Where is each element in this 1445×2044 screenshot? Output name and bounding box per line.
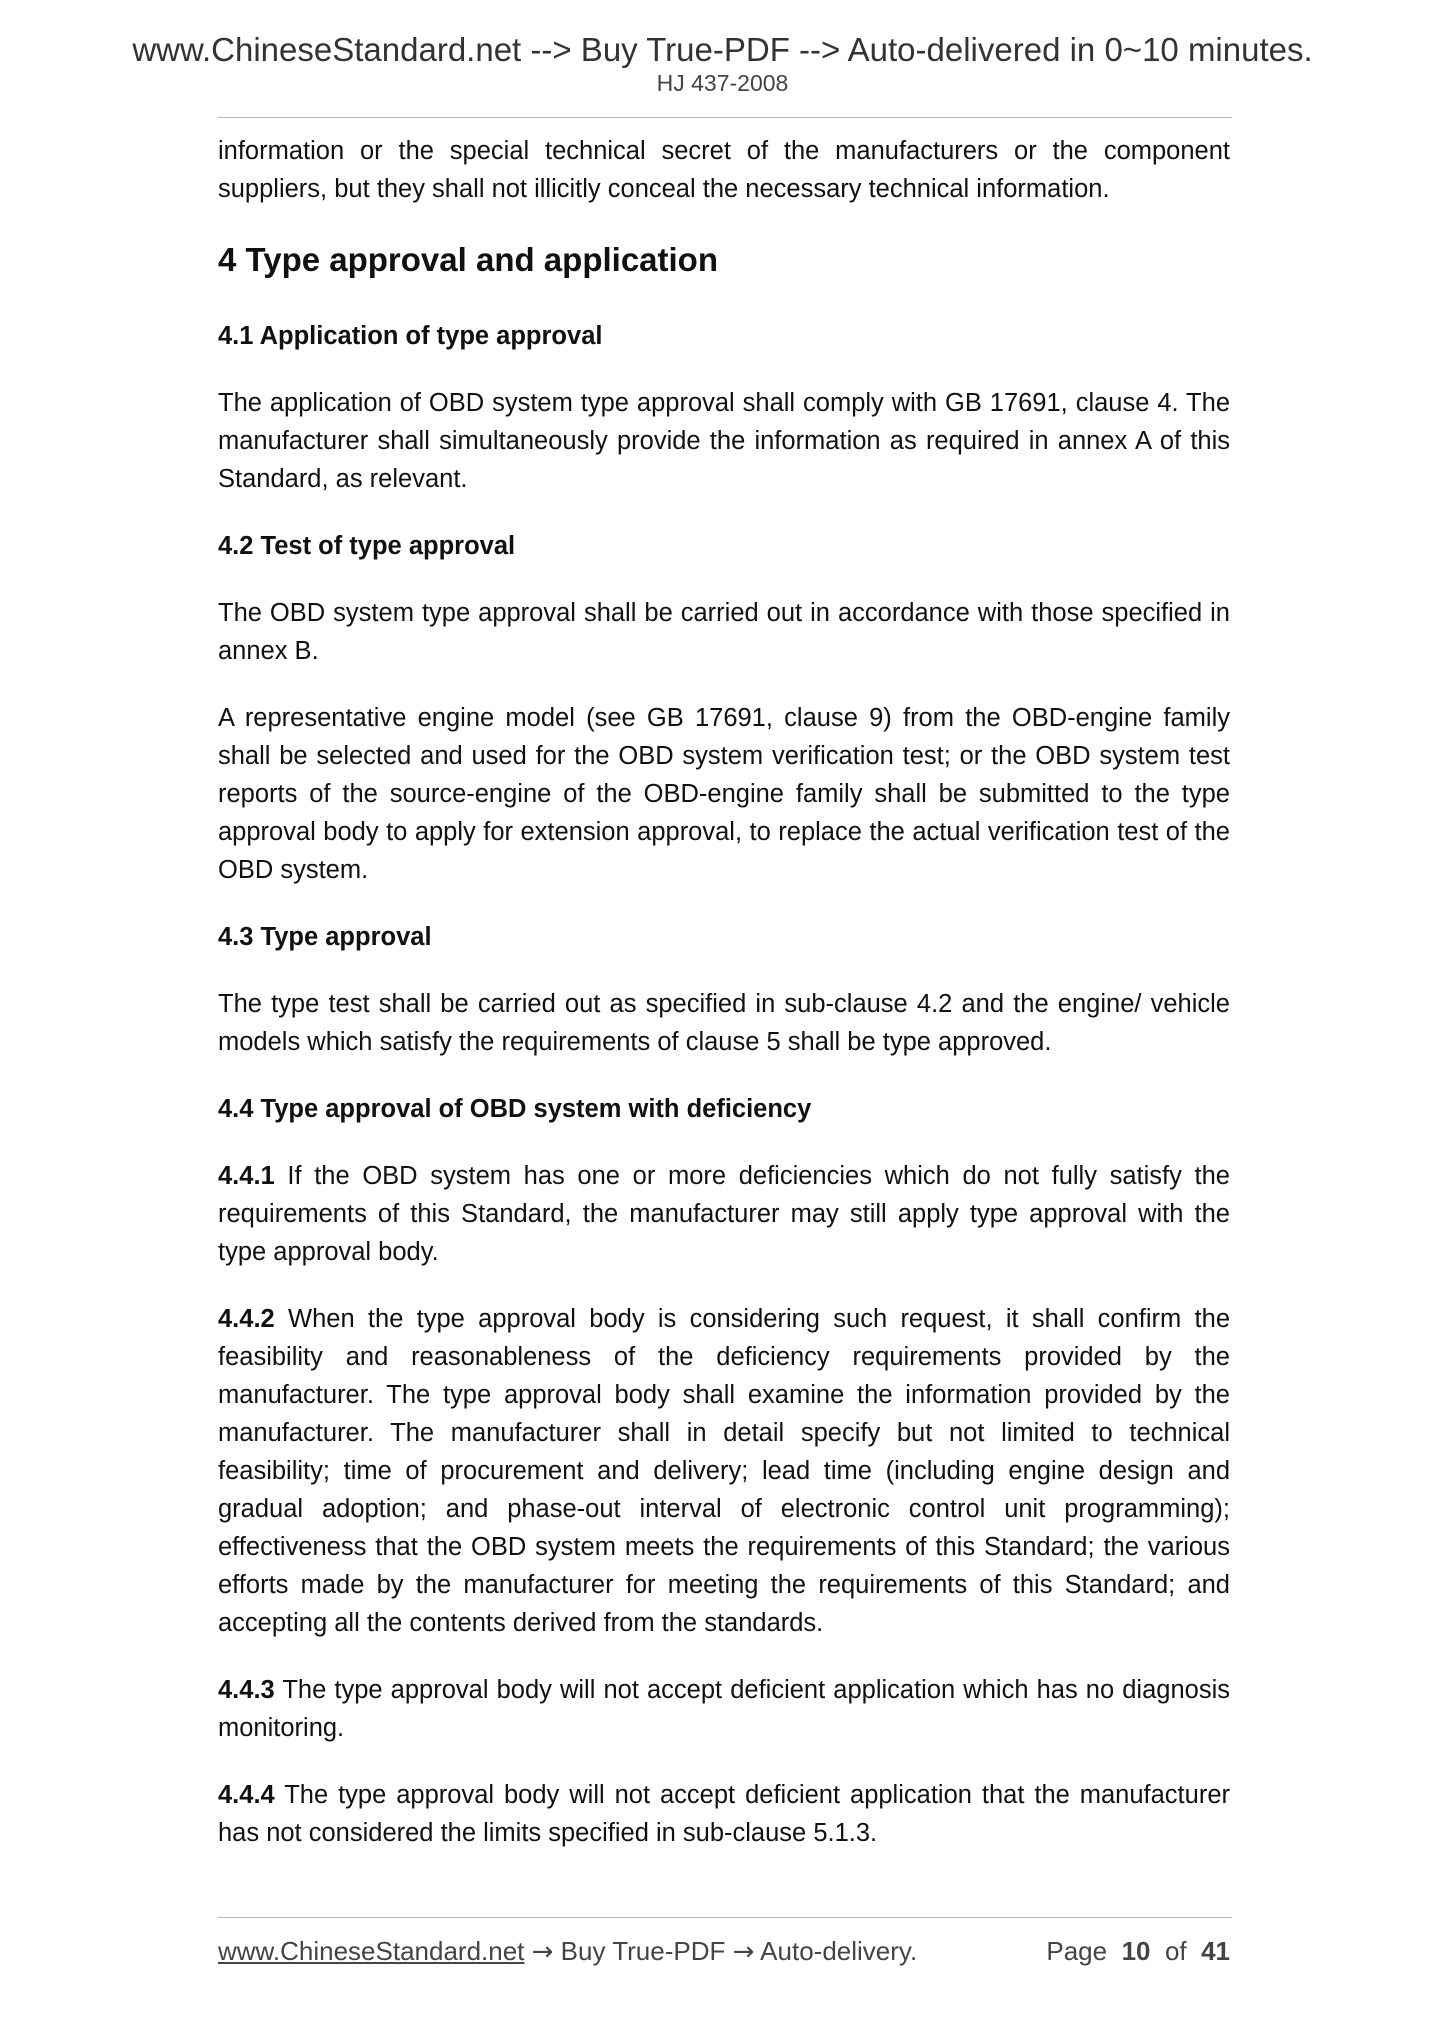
clause-number: 4.4.1 xyxy=(218,1162,275,1190)
delivery-text: Auto-delivery. xyxy=(754,1936,918,1966)
page-indicator xyxy=(1046,1934,1230,1968)
page-footer xyxy=(218,1934,1230,1968)
clause-number: 4.4.4 xyxy=(218,1781,275,1809)
subsection-4-2-paragraph-2: A representative engine model (see GB 17691, clause 9) from the OBD-engine family shall be selected and used for the OBD system verification test; or the OBD system test reports of the source-engine of the OBD-engine family shall be submitted to the type approval body to apply for extension approval, to replace the actual verification test of the OBD system. xyxy=(218,704,1230,884)
subsection-4-3-heading: 4.3 Type approval xyxy=(218,923,432,951)
clause-text: If the OBD system has one or more deficiencies which do not fully satisfy the requirements of this Standard, the manufacturer may still apply type approval with the type approval body. xyxy=(218,1162,1230,1266)
clause-text: When the type approval body is considering such request, it shall confirm the feasibility and reasonableness of the deficiency requirements provided by the manufacturer. The type approval body shall examine the information provided by the manufacturer. The manufacturer shall in detail specify but not limited to technical feasibility; time of procurement and delivery; lead time (including engine design and gradual adoption; and phase-out interval of electronic control unit programming); effectiveness that the OBD system meets the requirements of this Standard; the various efforts made by the manufacturer for meeting the requirements of this Standard; and accepting all the contents derived from the standards. xyxy=(218,1305,1230,1637)
buy-text: Buy True-PDF xyxy=(553,1936,733,1966)
subsection-4-4-heading: 4.4 Type approval of OBD system with deficiency xyxy=(218,1095,812,1123)
clause-4-4-1 xyxy=(218,1157,1230,1271)
clause-4-4-2 xyxy=(218,1300,1230,1642)
document-body xyxy=(218,132,1230,1881)
continued-paragraph: information or the special technical secret of the manufacturers or the component suppliers, but they shall not illicitly conceal the necessary technical information. xyxy=(218,137,1230,203)
subsection-4-1-paragraph: The application of OBD system type approval shall comply with GB 17691, clause 4. The manufacturer shall simultaneously provide the information as required in annex A of this Standard, as relevant. xyxy=(218,389,1230,493)
page-total: 41 xyxy=(1201,1936,1230,1966)
arrow-right-icon: → xyxy=(531,1937,554,1967)
arrow-right-icon: → xyxy=(732,1937,755,1967)
section-4-heading: 4 Type approval and application xyxy=(218,241,718,278)
clause-4-4-4 xyxy=(218,1776,1230,1852)
clause-number: 4.4.2 xyxy=(218,1305,275,1333)
header-divider xyxy=(218,117,1232,118)
page-label: Page xyxy=(1046,1936,1108,1966)
subsection-4-2-paragraph-1: The OBD system type approval shall be carried out in accordance with those specified in annex B. xyxy=(218,599,1230,665)
clause-4-4-3 xyxy=(218,1671,1230,1747)
clause-text: The type approval body will not accept deficient application which has no diagnosis monitoring. xyxy=(218,1676,1230,1742)
subsection-4-3-paragraph: The type test shall be carried out as specified in sub-clause 4.2 and the engine/ vehicle models which satisfy the requirements of clause 5 shall be type approved. xyxy=(218,990,1230,1056)
footer-divider xyxy=(218,1917,1232,1918)
site-link[interactable]: www.ChineseStandard.net xyxy=(218,1936,525,1966)
clause-text: The type approval body will not accept deficient application that the manufacturer has not considered the limits specified in sub-clause 5.1.3. xyxy=(218,1781,1230,1847)
subsection-4-2-heading: 4.2 Test of type approval xyxy=(218,532,516,560)
page-current: 10 xyxy=(1121,1936,1151,1966)
footer-purchase-line xyxy=(218,1934,917,1969)
subsection-4-1-heading: 4.1 Application of type approval xyxy=(218,322,603,350)
standard-code: HJ 437-2008 xyxy=(656,70,789,96)
clause-number: 4.4.3 xyxy=(218,1676,275,1704)
page-of-label: of xyxy=(1164,1936,1187,1966)
site-banner: www.ChineseStandard.net --> Buy True-PDF --> Auto-delivered in 0~10 minutes. xyxy=(132,31,1313,68)
